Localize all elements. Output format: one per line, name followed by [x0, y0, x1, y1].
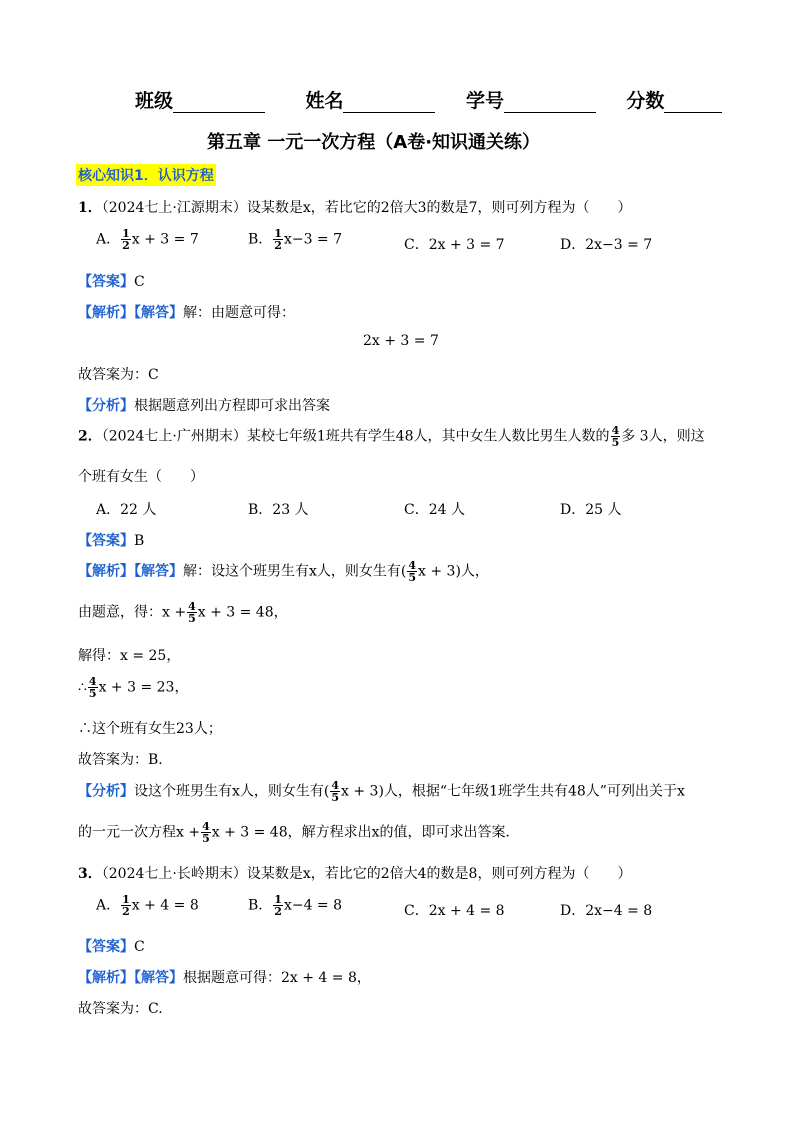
- fraction-half: $\frac{1}{2}$: [274, 227, 282, 252]
- header-row: [135, 86, 722, 113]
- fraction-four-fifths: $\frac{4}{5}$: [188, 600, 196, 625]
- question-2-stem: 2．（2024七上·广州期末）某校七年级1班共有学生48人，其中女生人数比男生人数的 $\frac{4}{5}$ 多 3人，则这: [78, 424, 705, 449]
- question-1-stem: [78, 197, 631, 217]
- id-blank[interactable]: [504, 92, 596, 113]
- q2-option-a[interactable]: A．22 人: [96, 502, 157, 518]
- q1-analysis-note: 【分析】根据题意列出方程即可求出答案: [78, 398, 330, 414]
- id-label: 学号: [465, 90, 504, 112]
- q3-analysis: 【解析】【解答】根据题意可得：2x + 4 = 8，: [78, 970, 371, 986]
- fraction-four-fifths: $\frac{4}{5}$: [202, 820, 210, 845]
- q2-analysis-line6: 故答案为：B．: [78, 752, 173, 768]
- q3-option-d[interactable]: D．2x−4 = 8: [560, 903, 653, 919]
- name-blank[interactable]: [343, 92, 435, 113]
- score-label: 分数: [626, 90, 665, 112]
- q1-conclusion: 故答案为：C: [78, 367, 159, 383]
- fraction-half: $\frac{1}{2}$: [274, 893, 282, 918]
- q3-answer: 【答案】C: [78, 939, 145, 955]
- q2-analysis-line4: ∴ $\frac{4}{5}$ x + 3 = 23，: [78, 675, 189, 700]
- page-title: 第五章 一元一次方程（A卷·知识通关练）: [207, 132, 541, 153]
- q1-option-c[interactable]: C．2x + 3 = 7: [404, 237, 505, 253]
- q2-answer: 【答案】B: [78, 533, 145, 549]
- q1-option-a[interactable]: A． $\frac{1}{2}$ x + 3 = 7: [96, 227, 199, 252]
- question-number: 2．: [78, 428, 102, 445]
- name-label: 姓名: [305, 90, 344, 112]
- section-heading: 核心知识1．认识方程: [76, 164, 216, 186]
- question-number: 1．: [78, 200, 102, 216]
- fraction-four-fifths: $\frac{4}{5}$: [88, 675, 97, 700]
- q2-analysis-line1: 【解析】【解答】解：设这个班男生有x人，则女生有( $\frac{4}{5}$ x + 3)人，: [78, 559, 489, 584]
- q2-fenxi-line1: 【分析】设这个班男生有x人，则女生有( $\frac{4}{5}$ x + 3)人，根据“七年级1班学生共有48人”可列出关于x: [78, 779, 685, 804]
- question-text: （2024七上·江源期末）设某数是x，若比它的2倍大3的数是7，则可列方程为（ ）: [101, 200, 632, 216]
- q3-option-c[interactable]: C．2x + 4 = 8: [404, 903, 505, 919]
- question-2-stem-line2: 个班有女生（ ）: [78, 469, 204, 485]
- fraction-half: $\frac{1}{2}$: [122, 227, 130, 252]
- score-blank[interactable]: [664, 92, 722, 113]
- q1-equation: 2x + 3 = 7: [363, 333, 439, 349]
- q1-option-b[interactable]: B． $\frac{1}{2}$ x−3 = 7: [248, 227, 343, 252]
- q1-analysis: 【解析】【解答】解：由题意可得：: [78, 305, 295, 321]
- q2-option-d[interactable]: D．25 人: [560, 502, 622, 518]
- fraction-four-fifths: $\frac{4}{5}$: [331, 779, 340, 804]
- q2-analysis-line5: ∴这个班有女生23人；: [78, 721, 222, 737]
- q2-option-c[interactable]: C．24 人: [404, 502, 465, 518]
- q2-analysis-line2: 由题意，得：x + $\frac{4}{5}$ x + 3 = 48，: [78, 600, 288, 625]
- question-3-stem: 3．（2024七上·长岭期末）设某数是x，若比它的2倍大4的数是8，则可列方程为（ ）: [78, 866, 632, 882]
- fraction-four-fifths: $\frac{4}{5}$: [408, 559, 417, 584]
- question-number: 3．: [78, 866, 102, 882]
- fraction-half: $\frac{1}{2}$: [122, 893, 130, 918]
- q1-answer: 【答案】C: [78, 274, 145, 290]
- q2-fenxi-line2: 的一元一次方程x + $\frac{4}{5}$ x + 3 = 48，解方程求出x的值，即可求出答案．: [78, 820, 520, 845]
- q3-conclusion: 故答案为：C.: [78, 1001, 163, 1017]
- fraction-four-fifths: $\frac{4}{5}$: [611, 424, 620, 449]
- q3-option-a[interactable]: A． $\frac{1}{2}$ x + 4 = 8: [96, 893, 199, 918]
- q2-analysis-line3: 解得：x = 25，: [78, 648, 181, 664]
- q3-option-b[interactable]: B． $\frac{1}{2}$ x−4 = 8: [248, 893, 343, 918]
- q1-option-d[interactable]: D．2x−3 = 7: [560, 237, 653, 253]
- q2-option-b[interactable]: B．23 人: [248, 502, 309, 518]
- class-blank[interactable]: [173, 92, 265, 113]
- class-label: 班级: [135, 90, 174, 112]
